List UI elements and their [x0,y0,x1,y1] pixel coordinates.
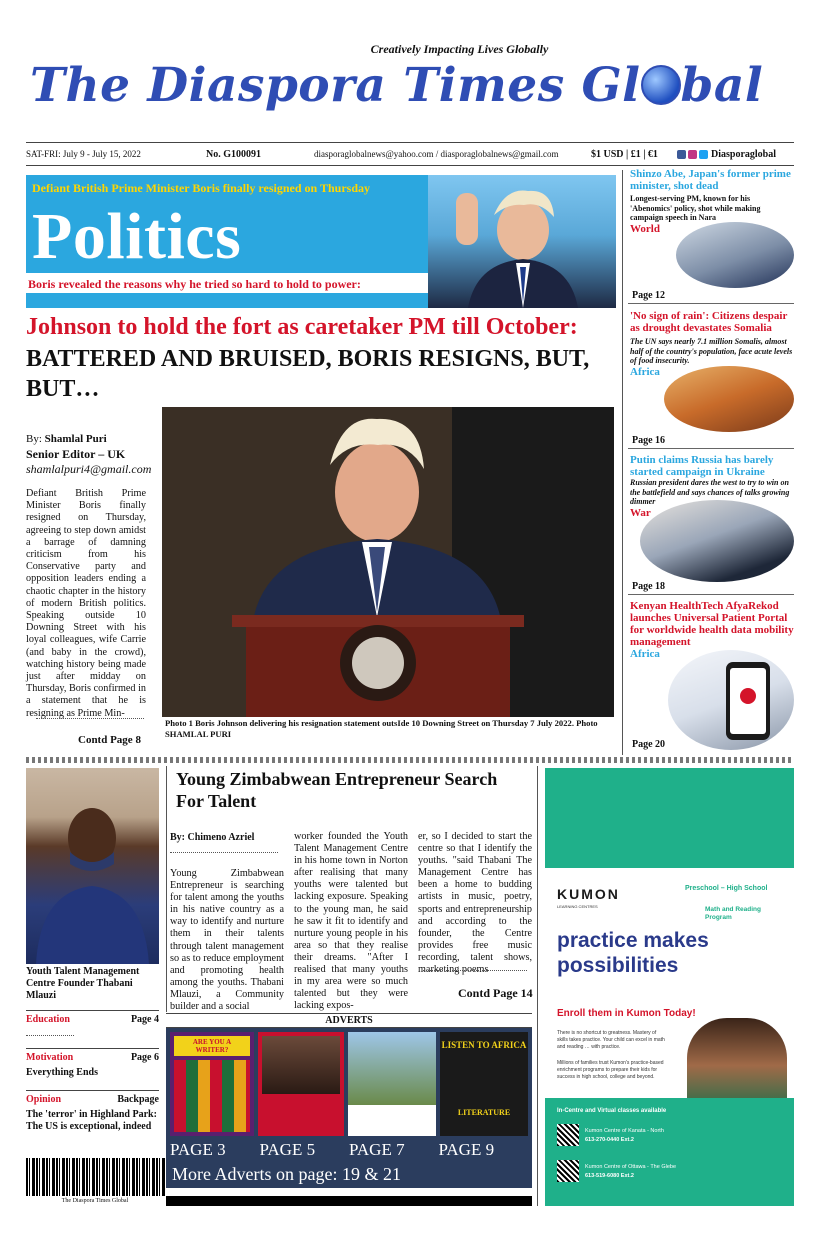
sidebar-sep-3 [628,594,794,595]
sidebar-sub-2: The UN says nearly 7.1 million Somalis, almost half of the country's population, face acute levels of food insecurity. [630,337,793,365]
lead-contd[interactable]: Contd Page 8 [78,734,141,746]
twitter-icon [699,150,708,159]
lead-byline [26,432,156,477]
list-label-opinion: Opinion [26,1094,62,1105]
feature-headline[interactable]: Young Zimbabwean Entrepreneur Search For Talent [176,769,498,811]
sidebar-page-1[interactable]: Page 12 [632,290,666,301]
feature-divider-left [166,766,167,1012]
sidebar-cat-3: War [630,506,651,519]
kumon-tel-1[interactable]: 613-270-0440 Ext.2 [585,1137,634,1143]
sidebar-cat-1: World [630,222,660,235]
kumon-subjects: Math and Reading Program [705,906,761,921]
sidebar-cat-4: Africa [630,648,660,660]
advert-page-1[interactable]: PAGE 3 [170,1140,226,1159]
afyarekod-phone-photo [668,650,794,750]
social-handle: Diasporaglobal [711,148,777,160]
advert-red-photo [262,1036,340,1094]
author-email[interactable]: shamlalpuri4@gmail.com [26,462,152,476]
putin-photo [640,500,794,582]
kumon-top-band [545,768,794,868]
adverts-label: ADVERTS [166,1013,532,1028]
lead-headline[interactable]: BATTERED AND BRUISED, BORIS RESIGNS, BUT, BUT… [26,346,590,402]
feature-dots-2 [423,970,527,971]
list-page-opinion: Backpage [117,1094,159,1105]
list-text-opinion: The 'terror' in Highland Park: The US is exceptional, indeed [26,1109,157,1132]
feature-byline: By: Chimeno Azriel [170,832,255,843]
feature-contd[interactable]: Contd Page 14 [458,986,533,1000]
list-label-education: Education [26,1014,70,1025]
feature-dots [170,852,278,853]
feature-col-1: Young Zimbabwean Entrepreneur is searching for talent among the youths in his native country as a way to identify and nurture them in their talents through talent management so as to reduce employment and promoting health among the youths. Thabani Mlauzi, a Community builder and a social [170,868,284,1013]
boris-waving-photo [428,175,616,308]
sidebar-page-3[interactable]: Page 18 [632,581,666,592]
kumon-para-1: There is no shortcut to greatness. Mastery of skills takes practice. Your child can excel in math and reading … with practice. [557,1030,665,1050]
advert-page-3[interactable]: PAGE 7 [349,1140,405,1159]
book-covers [174,1060,250,1132]
sidebar-title-3[interactable]: Putin claims Russia has barely started campaign in Ukraine [630,454,774,478]
column-divider [622,170,623,755]
masthead-title-a: The Diaspora Times Gl [30,58,641,113]
tagline: Creatively Impacting Lives Globally [370,42,549,56]
feature-divider-right [537,766,538,1206]
advert-writer-title: ARE YOU A WRITER? [174,1036,250,1056]
sidebar-sep-1 [628,303,794,304]
sidebar-title-2[interactable]: 'No sign of rain': Citizens despair as drought devastates Somalia [630,310,788,334]
kumon-bottom-band [545,1098,794,1206]
list-text-motivation: Everything Ends [26,1067,98,1078]
kumon-loc-2: Kumon Centre of Ottawa - The Glebe [585,1164,676,1170]
list-item-opinion[interactable] [26,1090,159,1133]
list-item-education[interactable] [26,1010,159,1036]
sidebar-sub-1: Longest-serving PM, known for his 'Abenomics' policy, shot while making campaign speech in Nara [630,194,761,222]
advert-literature: LITERATURE [457,1108,511,1117]
issue-number: No. G100091 [206,148,261,160]
dotted-rule [36,718,144,719]
social-handle-group[interactable] [677,149,776,160]
lead-headline-red[interactable]: Johnson to hold the fort as caretaker PM till October: [26,314,578,340]
kumon-advert[interactable] [545,768,794,1206]
advert-bottom-bar [166,1196,532,1206]
adverts-box[interactable] [166,1028,532,1188]
kumon-logo-sub: LEARNING CENTRES [557,904,598,909]
kumon-tel-2[interactable]: 613-519-6080 Ext.2 [585,1173,634,1179]
social-icons [677,150,708,159]
list-page-motivation: Page 6 [130,1052,159,1063]
abe-photo [676,222,794,288]
banner-kicker: Defiant British Prime Minister Boris finally resigned on Thursday [32,181,371,195]
sidebar-page-4[interactable]: Page 20 [632,739,666,750]
author-name: Shamlal Puri [44,433,107,445]
advert-red[interactable] [258,1032,344,1136]
somalia-drought-photo [664,366,794,432]
masthead-title [30,58,790,128]
qr-code-icon[interactable] [557,1124,579,1146]
advert-pages [170,1140,528,1160]
list-dots [26,1035,74,1036]
info-bar [26,146,794,162]
left-list [26,1010,159,1133]
advert-page-4[interactable]: PAGE 9 [438,1140,495,1159]
advert-listen-africa[interactable] [440,1032,528,1136]
sidebar-page-2[interactable]: Page 16 [632,435,666,446]
by-label: By: [26,433,42,445]
banner-subhead: Boris revealed the reasons why he tried so hard to hold to power: [26,273,428,293]
price: $1 USD | £1 | €1 [591,148,658,160]
thabani-portrait [26,768,159,964]
barcode [26,1158,166,1196]
masthead-title-b: bal [680,58,764,113]
more-adverts[interactable]: More Adverts on page: 19 & 21 [172,1164,401,1184]
boris-podium-photo [162,407,614,717]
kumon-enroll: Enroll them in Kumon Today! [557,1008,696,1019]
kumon-logo: KUMON [557,886,620,902]
section-divider [26,757,794,763]
author-role: Senior Editor – UK [26,447,126,461]
instagram-icon [688,150,697,159]
lead-photo-caption: Photo 1 Boris Johnson delivering his resignation statement outsIde 10 Downing Street on Thursday 7 July 2022. Photo SHAMLAL PURI [165,718,598,739]
feature-col-3: er, so I decided to start the centre so that I identify the youths. "said Thabani The Management Centre has been a home to budding artists in music, poetry, sports and entrepreneurship and according to the founder, the Centre provides free music recording, talent shows, marketing poems [418,831,532,976]
politics-banner[interactable] [26,175,616,308]
advert-writer[interactable] [170,1032,254,1136]
barcode-text: The Diaspora Times Global [40,1198,150,1204]
list-item-motivation[interactable] [26,1048,159,1078]
feature-col-2: worker founded the Youth Talent Management Centre in his home town in Norton after realising that many youths were talented but lacking exposure. Speaking to the young man, he said he saw it fit to identify and nurture young people in his area so that they realise their dreams. "After I realised that many youths in my area were so much talented but they were lacking expos- [294,831,408,1012]
top-rule [26,142,794,143]
contact-emails: diasporaglobalnews@yahoo.com / diasporaglobalnews@gmail.com [314,149,559,159]
sidebar-title-1[interactable]: Shinzo Abe, Japan's former prime minister, shot dead [630,168,791,192]
kumon-para-2: Millions of families trust Kumon's practice-based enrichment programs to prepare their kids for success in high school, college and beyond. [557,1060,664,1080]
kumon-loc-1: Kumon Centre of Kanata - North [585,1128,664,1134]
sidebar-cat-2: Africa [630,365,660,378]
qr-code-icon[interactable] [557,1160,579,1182]
advert-listen-title: LISTEN TO AFRICA [441,1040,527,1050]
section-title: Politics [32,200,242,273]
globe-icon [641,65,681,105]
kumon-headline: practice makes possibilities [557,929,709,977]
lead-body: Defiant British Prime Minister Boris finally resigned on Thursday, agreeing to step down amidst a barrage of damning criticism from his Conservative party and opposition leaders ending a chaotic chapter in the history of modern British politics. Speaking outside 10 Downing Street with his loyal colleagues, wife Carrie (and baby in the crowd), watching history being made just after midday on Thursday, Boris confirmed in a statement that he is resigning as Prime Min- [26,488,146,719]
sidebar-sep-2 [628,448,794,449]
info-rule [26,165,794,166]
sidebar-sub-3: Russian president dares the west to try to win on the battlefield and says chances of talks growing dimmer [630,478,790,506]
list-label-motivation: Motivation [26,1052,74,1063]
advert-page-2[interactable]: PAGE 5 [259,1140,316,1159]
issue-date: SAT-FRI: July 9 - July 15, 2022 [26,149,141,159]
advert-wildlife[interactable] [348,1032,436,1136]
portrait-caption: Youth Talent Management Centre Founder Thabani Mlauzi [26,966,140,1001]
list-page-education: Page 4 [130,1014,159,1025]
sidebar-title-4[interactable]: Kenyan HealthTech AfyaRekod launches Universal Patient Portal for worldwide health data mobility management [630,600,794,648]
facebook-icon [677,150,686,159]
kumon-levels: Preschool – High School [685,885,768,892]
kumon-classes: In-Centre and Virtual classes available [557,1108,667,1114]
